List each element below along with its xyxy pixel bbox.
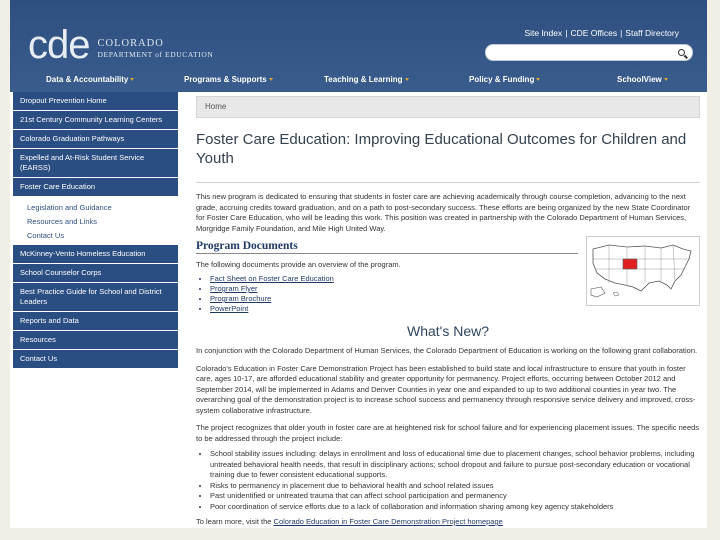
sidebar-item-best-practice[interactable]: Best Practice Guide for School and District Leaders xyxy=(13,283,178,312)
powerpoint-link[interactable]: • PowerPoint xyxy=(210,304,700,314)
title-divider xyxy=(196,182,700,183)
site-header xyxy=(10,0,707,92)
sidebar-item-foster-care[interactable]: Foster Care Education xyxy=(13,178,178,197)
sidebar-item-reports-data[interactable]: Reports and Data xyxy=(13,312,178,331)
sidebar-sub-legislation[interactable]: Legislation and Guidance xyxy=(27,203,112,212)
site-index-link[interactable]: Site Index xyxy=(524,28,563,38)
demonstration-project-link[interactable]: Colorado Education in Foster Care Demonstration Project homepage xyxy=(273,517,503,526)
sidebar-item-contact-us[interactable]: Contact Us xyxy=(13,350,178,369)
slide-frame-left xyxy=(0,0,10,540)
search-input[interactable] xyxy=(494,48,674,63)
page-title: Foster Care Education: Improving Educational Outcomes for Children and Youth xyxy=(196,131,687,167)
colorado-highlight xyxy=(623,259,637,269)
util-separator: | xyxy=(565,28,568,38)
whats-new-heading: What's New? xyxy=(406,323,490,339)
sidebar-item-resources[interactable]: Resources xyxy=(13,331,178,350)
breadcrumb-home-link[interactable]: Home xyxy=(205,102,227,111)
nav-programs-supports[interactable]: Programs & Supports xyxy=(184,75,273,84)
sidebar-item-earss[interactable]: Expelled and At-Risk Student Service (EARSS) xyxy=(13,149,178,178)
intro-paragraph: This new program is dedicated to ensuring that students in foster care are achieving academically through course completion, advancing to the next grade, accruing credits toward graduation, and on a path to post-secondary success. These efforts are being organized by the new State Coordinator for Foster Care Education, who will be leading this work. This position was created in partnership with the Colorado Department of Human Services, Morgridge Family Foundation, and Mile High United Way. xyxy=(196,192,691,233)
util-separator: | xyxy=(620,28,623,38)
list-item: • Risks to permanency in placement due to behavioral health and school related issues xyxy=(210,481,700,492)
main-nav xyxy=(10,72,707,90)
fact-sheet-link[interactable]: • Fact Sheet on Foster Care Education xyxy=(210,274,700,284)
sidebar-sub-contact[interactable]: Contact Us xyxy=(27,231,65,240)
list-item: • Past unidentified or untreated trauma that can affect school participation and permanency xyxy=(210,491,700,502)
nav-teaching-learning[interactable]: Teaching & Learning xyxy=(324,75,409,84)
breadcrumb xyxy=(196,96,700,118)
us-map-graphic xyxy=(587,237,699,305)
slide-frame-right xyxy=(707,0,720,540)
sidebar-sub-resources-links[interactable]: Resources and Links xyxy=(27,217,98,226)
sidebar-item-graduation-pathways[interactable]: Colorado Graduation Pathways xyxy=(13,130,178,149)
needs-list xyxy=(196,449,700,512)
search-button[interactable] xyxy=(674,46,688,59)
sidebar-item-counselor-corps[interactable]: School Counselor Corps xyxy=(13,264,178,283)
program-documents-text: The following documents provide an overview of the program. xyxy=(196,260,401,269)
cde-offices-link[interactable]: CDE Offices xyxy=(570,28,618,38)
learn-more-prefix: To learn more, visit the xyxy=(196,517,274,526)
magnifier-icon xyxy=(678,49,685,56)
sidebar-item-21st-century[interactable]: 21st Century Community Learning Centers xyxy=(13,111,178,130)
logo-text xyxy=(98,39,214,62)
demonstration-project-paragraph: Colorado's Education in Foster Care Demonstration Project has been established to build state and local infrastructure to ensure that youth in foster care, ages 10-17, are afforded educational stability and greater opportunity for permanency. Project efforts, occurring between October 2012 and September 2014, will be implemented in Adams and Denver Counties in year one and expanded to up to two additional counties in year two. The overarching goal of the demonstration project is to increase school success and permanency through responsive service delivery and improved, cross-system collaborative infrastructure. xyxy=(196,363,696,415)
nav-policy-funding[interactable]: Policy & Funding xyxy=(469,75,540,84)
webpage xyxy=(10,0,707,528)
sidebar-item-mckinney-vento[interactable]: McKinney-Vento Homeless Education xyxy=(13,245,178,264)
project-needs-paragraph: The project recognizes that older youth in foster care are at heightened risk for school failure and for experiencing placement issues. The specific needs to be addressed through the project include: xyxy=(196,423,700,443)
program-documents-section xyxy=(196,240,700,314)
sidebar xyxy=(13,92,178,528)
grant-intro-paragraph: In conjunction with the Colorado Department of Human Services, the Colorado Department of Education is working on the following grant collaboration. xyxy=(196,346,698,355)
staff-directory-link[interactable]: Staff Directory xyxy=(625,28,679,38)
search-box xyxy=(485,44,693,61)
learn-more-text xyxy=(196,517,700,526)
slide-frame-bottom xyxy=(0,528,720,540)
utility-links xyxy=(524,28,679,38)
logo-mark: cde xyxy=(28,23,90,67)
sidebar-subnav xyxy=(13,197,178,245)
list-item: • Poor coordination of service efforts due to a lack of collaboration and information sharing among key agency stakeholders xyxy=(210,502,700,513)
sidebar-item-dropout-home[interactable]: Dropout Prevention Home xyxy=(13,92,178,111)
nav-schoolview[interactable]: SchoolView xyxy=(617,75,668,84)
us-map-image xyxy=(586,236,700,306)
nav-data-accountability[interactable]: Data & Accountability xyxy=(46,75,134,84)
cde-logo[interactable] xyxy=(28,23,214,67)
logo-line-colorado: COLORADO xyxy=(97,38,164,49)
logo-line-department: DEPARTMENT of EDUCATION xyxy=(97,50,214,59)
main-content xyxy=(196,92,700,528)
program-documents-heading: Program Documents xyxy=(196,240,298,252)
heading-divider xyxy=(196,253,578,254)
list-item: • School stability issues including: delays in enrollment and loss of educational time due to placement changes, school behavior problems, including untreated behavioral health needs, that result in disciplinary actions; school dropout and failure to pursue post-secondary education or vocational training due to fewer consistent educational supports. xyxy=(210,449,700,481)
program-brochure-link[interactable]: • Program Brochure xyxy=(210,294,700,304)
program-flyer-link[interactable]: • Program Flyer xyxy=(210,284,700,294)
